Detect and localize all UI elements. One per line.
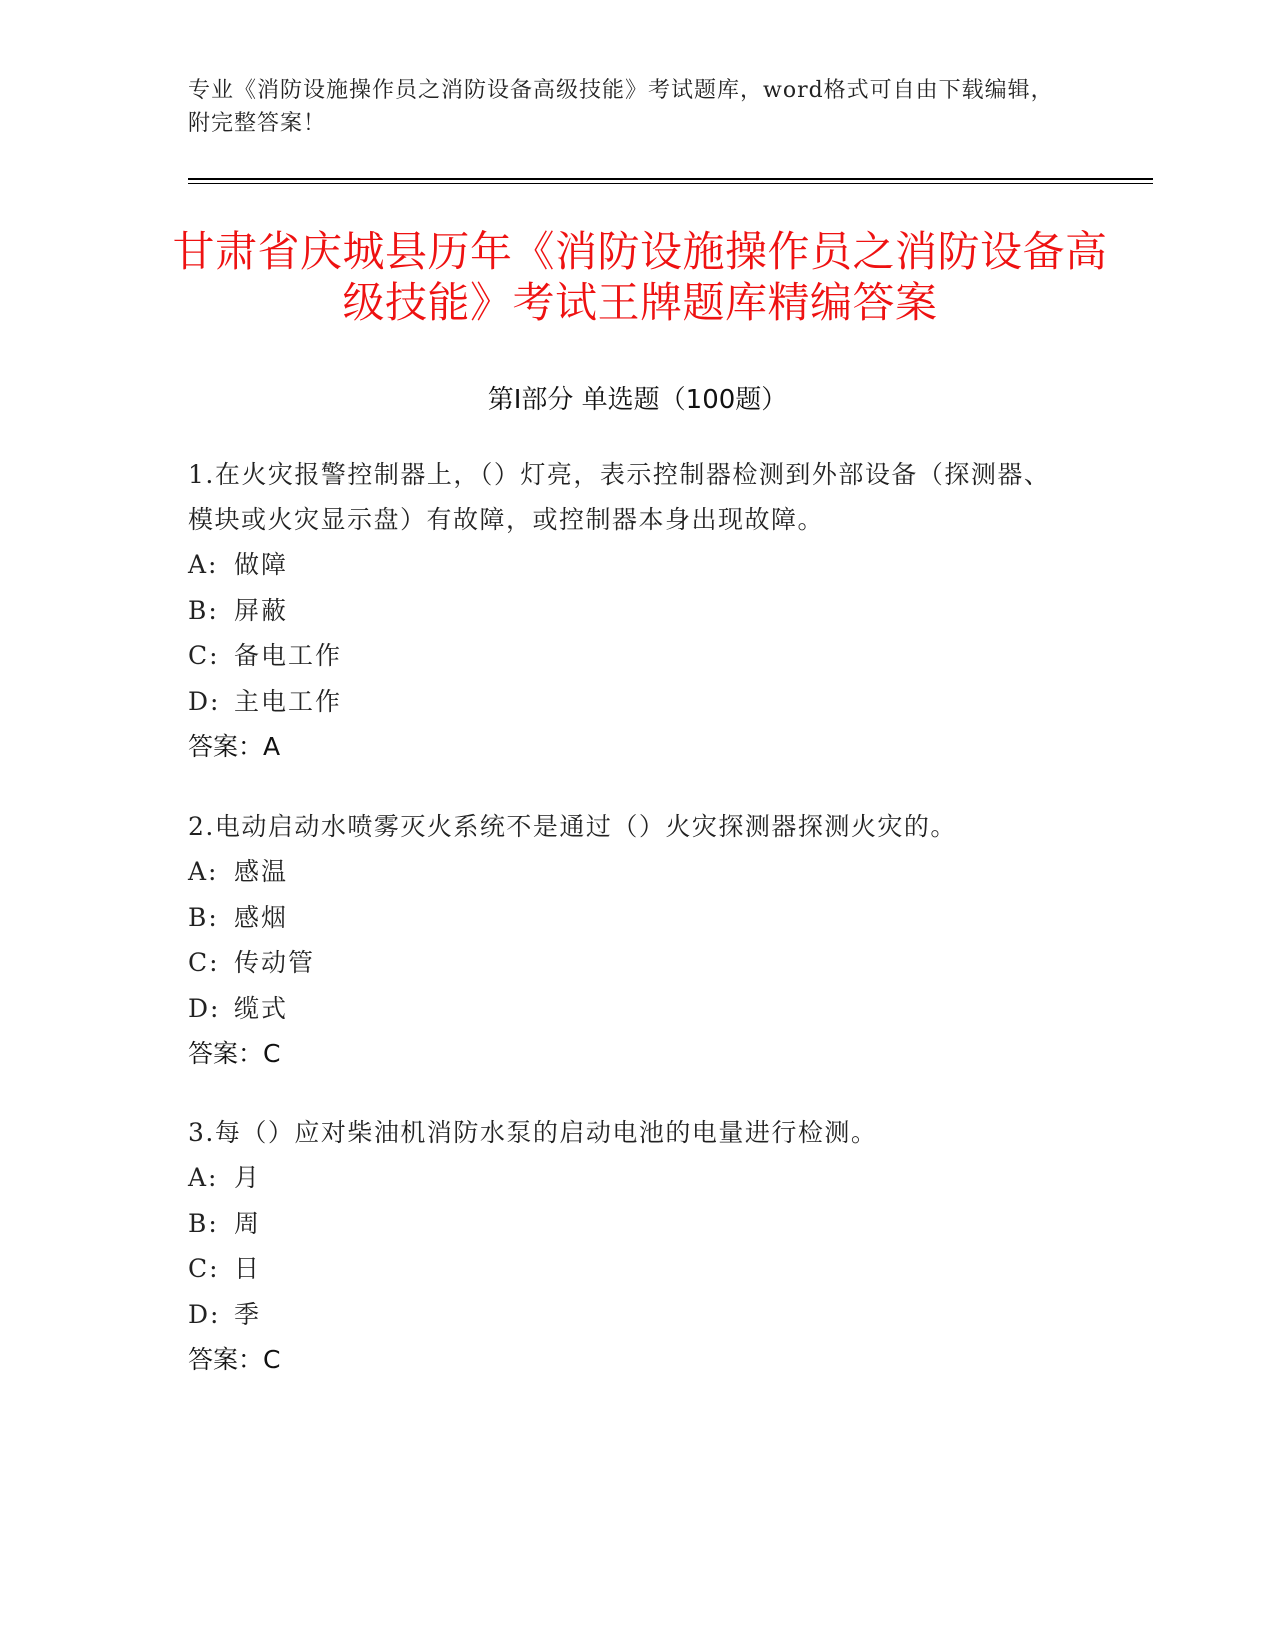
option-a bbox=[188, 849, 1068, 895]
option-text: 做障 bbox=[234, 550, 289, 579]
option-letter: D: bbox=[188, 993, 221, 1023]
option-d bbox=[188, 679, 1068, 725]
section-title: 第Ⅰ部分 单选题（100题） bbox=[487, 385, 788, 415]
option-d bbox=[188, 986, 1068, 1032]
option-c bbox=[188, 633, 1068, 679]
option-letter: C: bbox=[188, 1254, 220, 1283]
option-letter: C: bbox=[188, 948, 220, 977]
option-letter: A: bbox=[188, 1163, 219, 1192]
option-text: 备电工作 bbox=[234, 641, 343, 670]
option-letter: B: bbox=[188, 595, 219, 625]
option-letter: B: bbox=[188, 1208, 219, 1238]
option-text: 日 bbox=[234, 1254, 262, 1283]
option-c bbox=[188, 1246, 1068, 1292]
option-text: 感烟 bbox=[234, 902, 289, 932]
answer-line: 答案：C bbox=[188, 1039, 281, 1068]
option-text: 季 bbox=[234, 1299, 262, 1329]
option-a bbox=[188, 542, 1068, 588]
option-letter: A: bbox=[188, 857, 219, 886]
option-letter: D: bbox=[188, 686, 221, 716]
document-title: 甘肃省庆城县历年《消防设施操作员之消防设备高级技能》考试王牌题库精编答案 bbox=[172, 227, 1108, 327]
option-c bbox=[188, 940, 1068, 986]
option-a bbox=[188, 1155, 1068, 1201]
option-letter: D: bbox=[188, 1299, 221, 1329]
question-1 bbox=[188, 452, 1068, 770]
option-text: 缆式 bbox=[234, 993, 289, 1023]
question-stem: 2.电动启动水喷雾灭火系统不是通过（）火灾探测器探测火灾的。 bbox=[188, 812, 957, 841]
option-text: 屏蔽 bbox=[234, 595, 289, 625]
question-stem: 3.每（）应对柴油机消防水泵的启动电池的电量进行检测。 bbox=[188, 1118, 878, 1147]
option-letter: A: bbox=[188, 550, 219, 579]
option-text: 传动管 bbox=[234, 948, 316, 977]
option-text: 月 bbox=[234, 1163, 262, 1192]
option-letter: B: bbox=[188, 902, 219, 932]
option-text: 感温 bbox=[234, 857, 289, 886]
question-2 bbox=[188, 804, 1068, 1077]
header-note: 专业《消防设施操作员之消防设备高级技能》考试题库，word格式可自由下载编辑，附完整答案！ bbox=[188, 78, 1054, 136]
option-d bbox=[188, 1292, 1068, 1338]
option-b bbox=[188, 588, 1068, 634]
option-letter: C: bbox=[188, 641, 220, 670]
question-3 bbox=[188, 1110, 1068, 1383]
answer-line: 答案：A bbox=[188, 732, 281, 761]
option-b bbox=[188, 1201, 1068, 1247]
option-b bbox=[188, 895, 1068, 941]
option-text: 主电工作 bbox=[234, 686, 343, 716]
header-divider-thick bbox=[188, 178, 1153, 180]
question-stem: 1.在火灾报警控制器上，（）灯亮，表示控制器检测到外部设备（探测器、模块或火灾显示盘）有故障，或控制器本身出现故障。 bbox=[188, 460, 1051, 534]
answer-line: 答案：C bbox=[188, 1345, 281, 1374]
option-text: 周 bbox=[234, 1208, 262, 1238]
header-divider-thin bbox=[188, 183, 1153, 184]
